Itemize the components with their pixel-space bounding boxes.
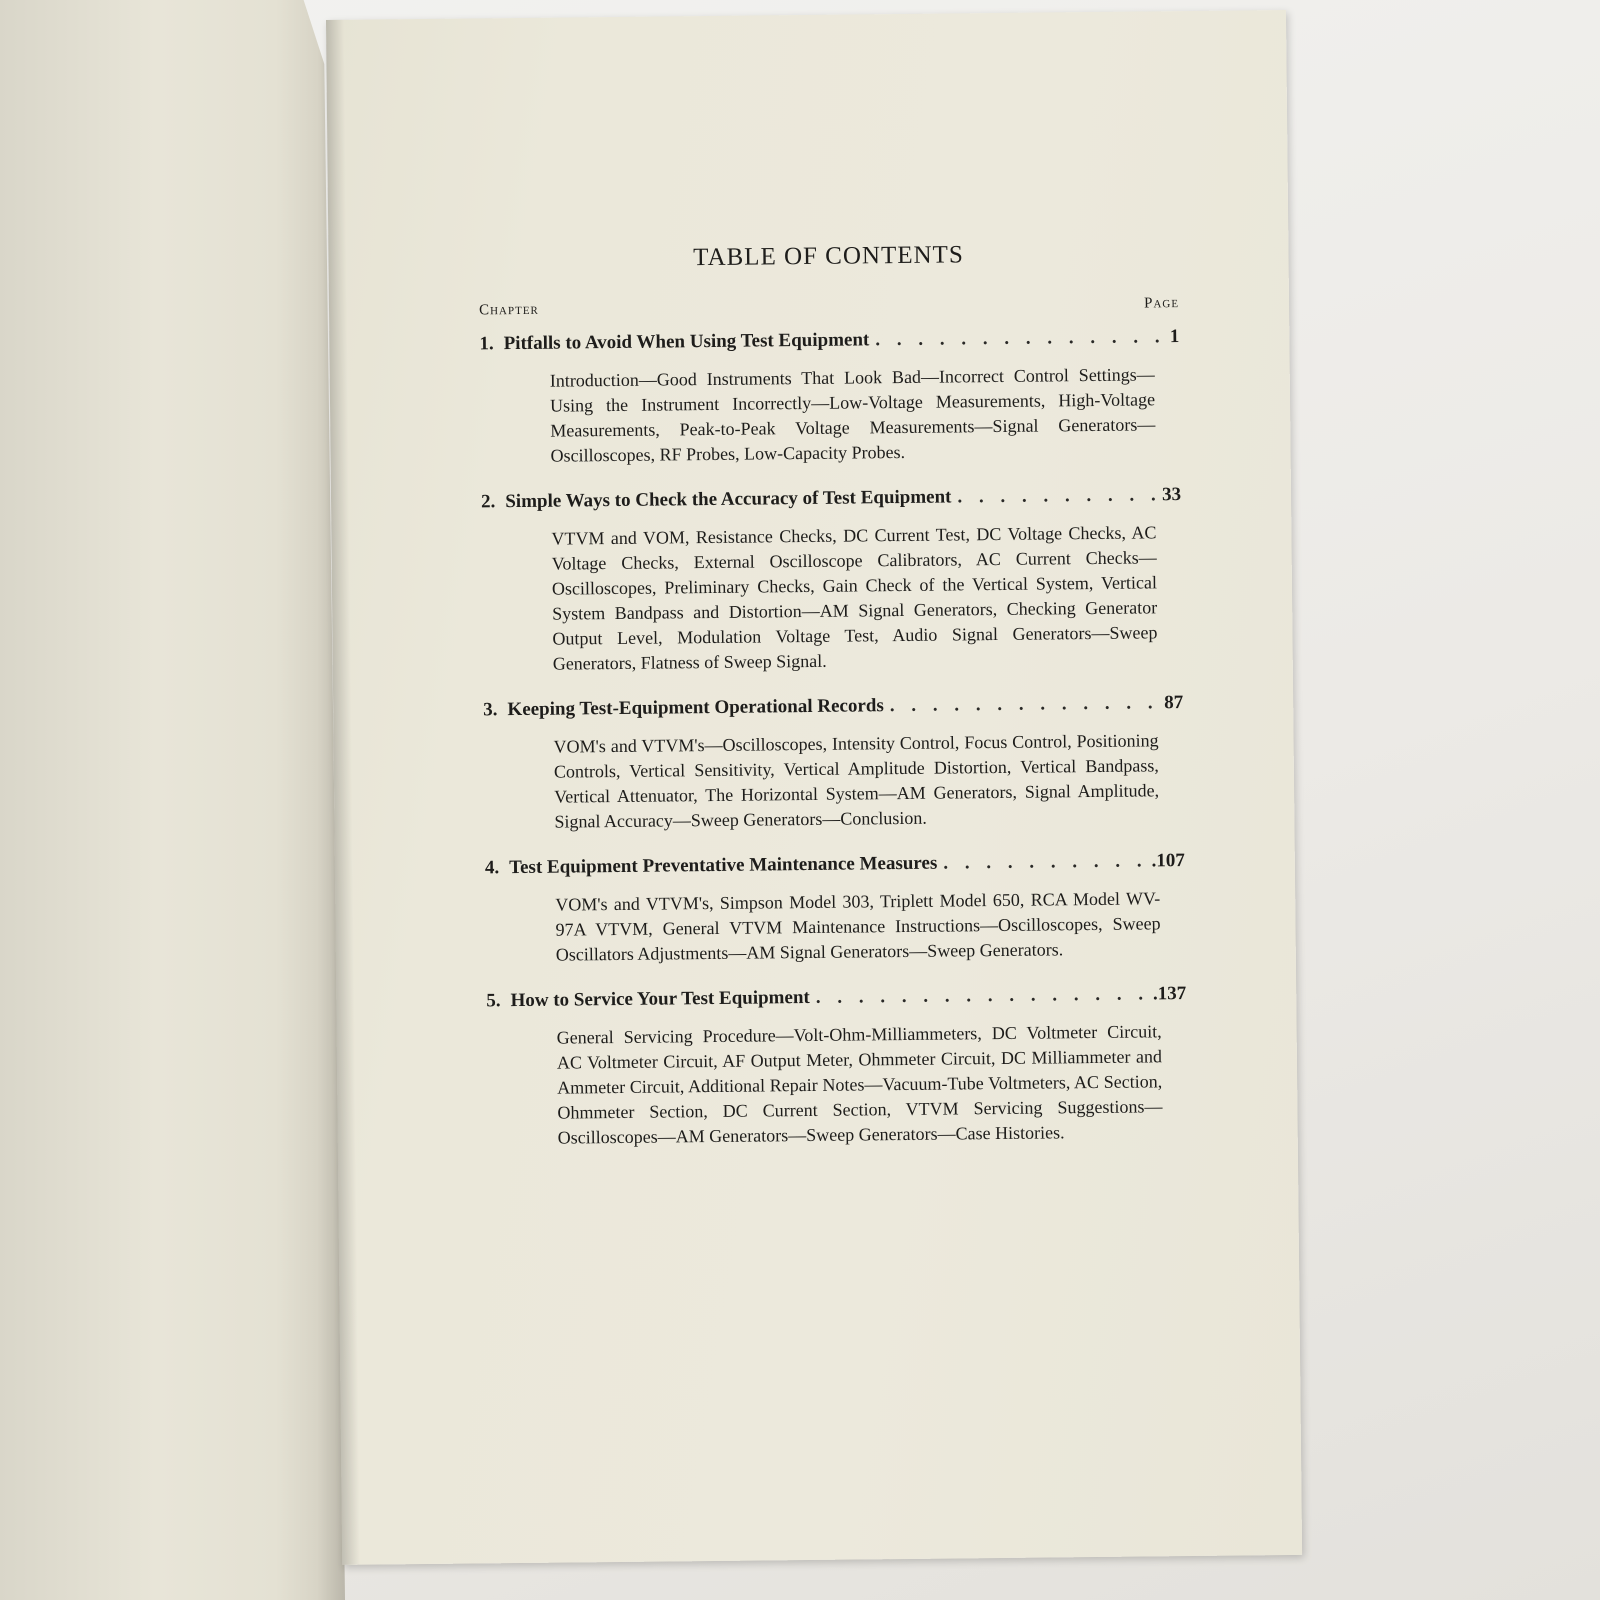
toc-entry-4 — [485, 850, 1186, 968]
dot-leader — [816, 983, 1147, 1008]
chapter-number: 4. — [484, 857, 500, 879]
chapter-page: .137 — [1152, 983, 1187, 1005]
chapter-summary: VOM's and VTVM's—Oscilloscopes, Intensity Control, Focus Control, Positioning Controls, Vertical Sensitivity, Vertical Amplitude Distortion, Vertical Bandpass, Vertical Attenuator, The Horizontal System—AM Generators, Signal Amplitude, Signal Accuracy—Sweep Generators—Conclusion. — [553, 730, 1160, 832]
chapter-page: 87 — [1164, 692, 1184, 714]
left-page — [0, 0, 345, 1600]
chapter-line — [486, 983, 1186, 1012]
chapter-summary: General Servicing Procedure—Volt-Ohm-Milliammeters, DC Voltmeter Circuit, AC Voltmeter Circuit, AF Output Meter, Ohmmeter Circuit, DC Milliammeter and Ammeter Circuit, Additional Repair Notes—Vacuum-Tube Voltmeters, AC Section, Ohmmeter Section, DC Current Section, VTVM Servicing Suggestions—Oscilloscopes—AM Generators—Sweep Generators—Case Histories. — [556, 1021, 1163, 1148]
chapter-title: How to Service Your Test Equipment — [510, 986, 810, 1012]
chapter-column-heading: Chapter — [478, 301, 539, 319]
chapter-title: Simple Ways to Check the Accuracy of Test Equipment — [505, 486, 952, 513]
dot-leader — [957, 484, 1156, 508]
chapter-title: Keeping Test-Equipment Operational Records — [507, 695, 884, 721]
chapter-number: 2. — [480, 491, 496, 513]
chapter-number: 5. — [486, 990, 501, 1012]
chapter-summary: Introduction—Good Instruments That Look Bad—Incorrect Control Settings—Using the Instrument Incorrectly—Low-Voltage Measurements, High-Voltage Measurements, Peak-to-Peak Voltage Measurements—Signal Generators—Oscilloscopes, RF Probes, Low-Capacity Probes. — [549, 364, 1156, 466]
chapter-line — [481, 484, 1181, 513]
chapter-title: Pitfalls to Avoid When Using Test Equipment — [503, 329, 870, 355]
chapter-page: .107 — [1151, 850, 1185, 872]
dot-leader — [890, 692, 1159, 717]
chapter-line — [483, 692, 1183, 721]
toc-entry-5 — [486, 983, 1188, 1151]
right-page — [326, 10, 1302, 1565]
chapter-page: 1 — [1169, 326, 1180, 348]
toc-entry-1 — [479, 326, 1180, 469]
page-title: TABLE OF CONTENTS — [693, 241, 964, 272]
chapter-page: 33 — [1161, 484, 1182, 506]
chapter-summary: VTVM and VOM, Resistance Checks, DC Current Test, DC Voltage Checks, AC Voltage Checks, External Oscilloscope Calibrators, AC Current Checks—Oscilloscopes, Preliminary Checks, Gain Check of the Vertical System, Vertical System Bandpass and Distortion—AM Signal Generators, Checking Generator Output Level, Modulation Voltage Test, Audio Signal Generators—Sweep Generators, Flatness of Sweep Signal. — [551, 522, 1158, 674]
dot-leader — [875, 326, 1164, 351]
column-headings — [479, 295, 1179, 319]
chapter-line — [485, 850, 1185, 879]
chapter-number: 1. — [479, 333, 494, 355]
page-column-heading: Page — [1143, 295, 1180, 312]
toc-content — [478, 239, 1188, 1173]
dot-leader — [943, 850, 1146, 874]
toc-entry-3 — [483, 692, 1184, 835]
chapter-line — [479, 326, 1179, 355]
chapter-title: Test Equipment Preventative Maintenance Measures — [509, 852, 938, 879]
chapter-number: 3. — [483, 699, 498, 721]
toc-entry-2 — [481, 484, 1183, 677]
chapter-summary: VOM's and VTVM's, Simpson Model 303, Triplett Model 650, RCA Model WV-97A VTVM, General VTVM Maintenance Instructions—Oscilloscopes, Sweep Oscillators Adjustments—AM Signal Generators—Sweep Generators. — [555, 888, 1161, 965]
